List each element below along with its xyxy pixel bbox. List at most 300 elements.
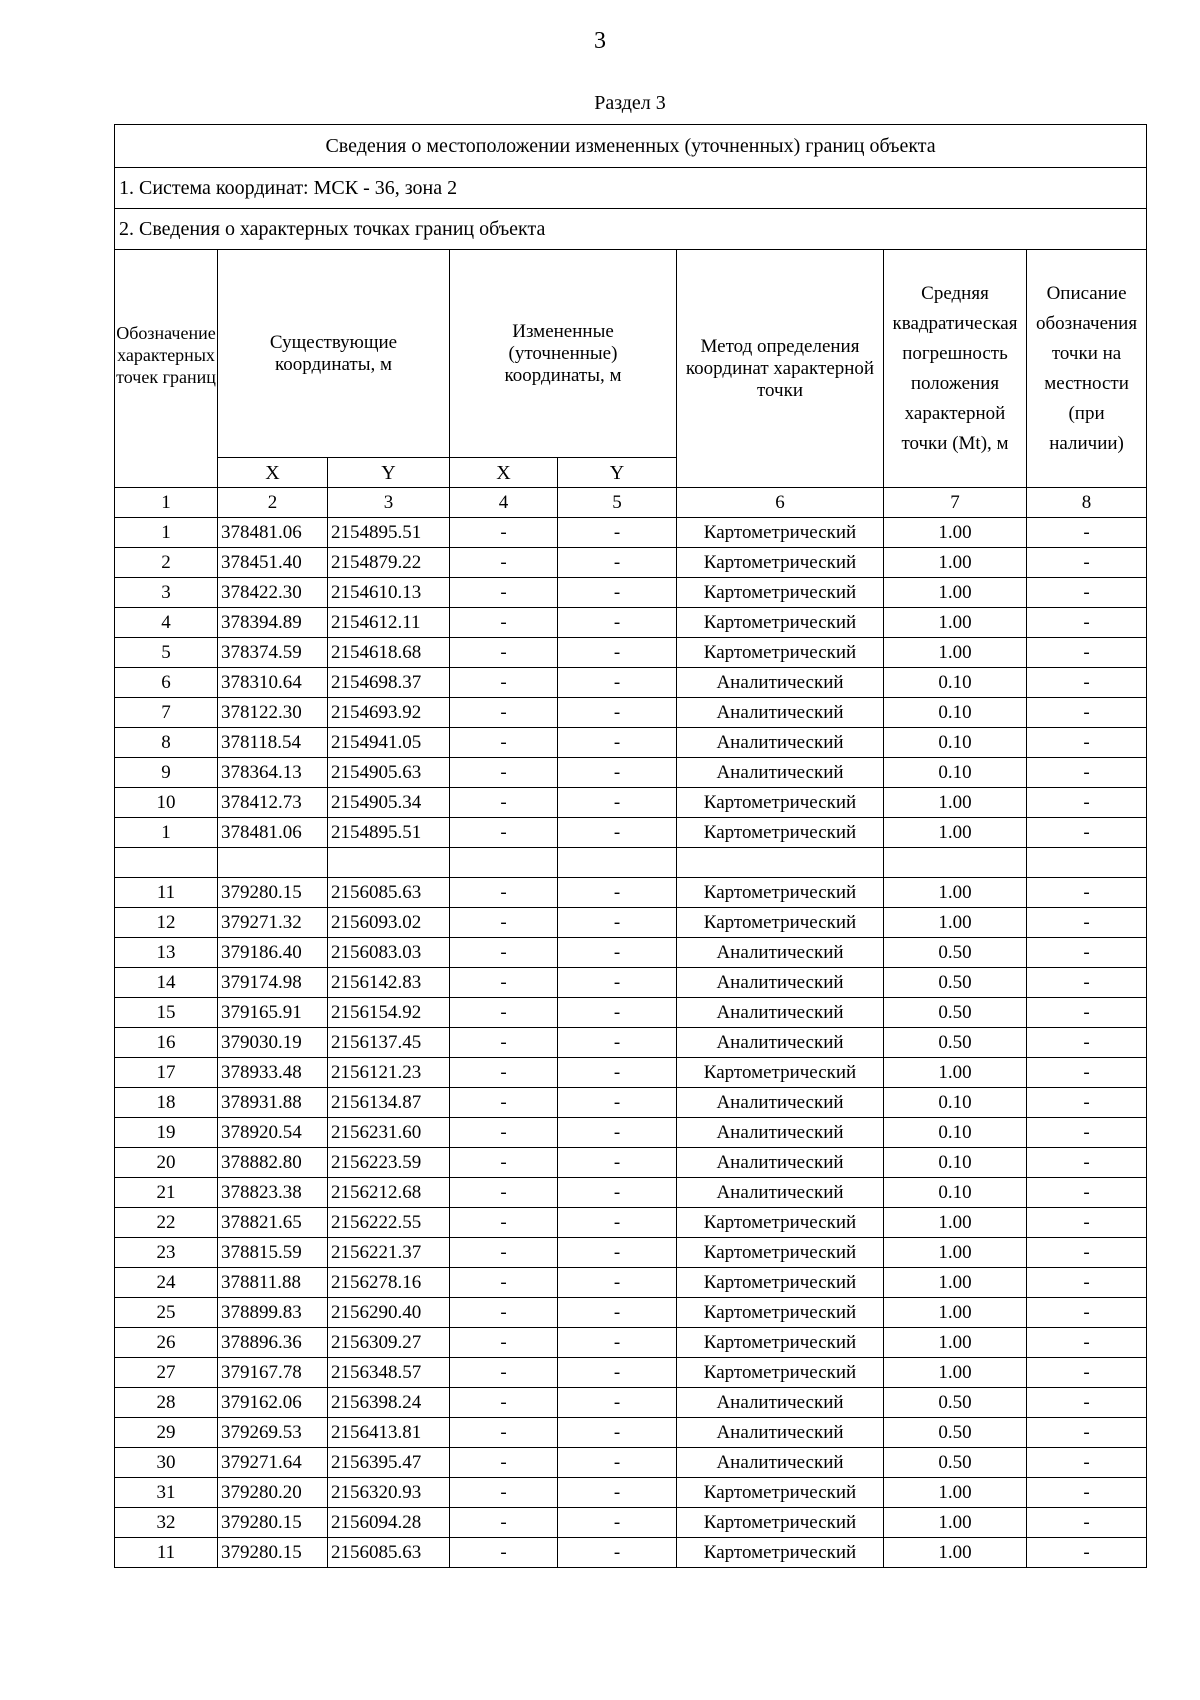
cell-method: Аналитический <box>677 938 884 968</box>
cell-existing-x: 379280.15 <box>218 1508 328 1538</box>
cell-existing-y: 2156083.03 <box>328 938 450 968</box>
cell-mean-error: 1.00 <box>884 518 1027 548</box>
cell-existing-x: 379165.91 <box>218 998 328 1028</box>
cell-description: - <box>1027 998 1147 1028</box>
cell-description: - <box>1027 1148 1147 1178</box>
table-row <box>115 1388 1147 1418</box>
table-row <box>115 728 1147 758</box>
cell-changed-x: - <box>450 938 558 968</box>
cell-existing-y: 2156320.93 <box>328 1478 450 1508</box>
header-changed-coords: Измененные (уточненные) координаты, м <box>450 250 677 458</box>
cell-existing-x: 378422.30 <box>218 578 328 608</box>
cell-changed-y: - <box>558 758 677 788</box>
cell-method: Аналитический <box>677 998 884 1028</box>
cell-method: Аналитический <box>677 758 884 788</box>
cell-changed-y <box>558 848 677 878</box>
coord-system-row: 1. Система координат: МСК - 36, зона 2 <box>115 168 1147 209</box>
cell-changed-x: - <box>450 638 558 668</box>
cell-method: Картометрический <box>677 1058 884 1088</box>
cell-point-id: 25 <box>115 1298 218 1328</box>
cell-changed-y: - <box>558 1418 677 1448</box>
cell-description <box>1027 848 1147 878</box>
cell-changed-y: - <box>558 998 677 1028</box>
cell-changed-x: - <box>450 1268 558 1298</box>
cell-mean-error: 1.00 <box>884 1538 1027 1568</box>
cell-changed-y: - <box>558 1478 677 1508</box>
table-row <box>115 758 1147 788</box>
cell-point-id: 6 <box>115 668 218 698</box>
cell-point-id: 8 <box>115 728 218 758</box>
cell-existing-y: 2156094.28 <box>328 1508 450 1538</box>
cell-mean-error: 0.10 <box>884 1118 1027 1148</box>
table-row <box>115 1298 1147 1328</box>
cell-description: - <box>1027 518 1147 548</box>
cell-description: - <box>1027 728 1147 758</box>
cell-changed-x: - <box>450 578 558 608</box>
cell-changed-x: - <box>450 668 558 698</box>
cell-existing-x: 378374.59 <box>218 638 328 668</box>
cell-description: - <box>1027 578 1147 608</box>
cell-mean-error: 1.00 <box>884 1208 1027 1238</box>
cell-changed-y: - <box>558 1148 677 1178</box>
cell-description: - <box>1027 1058 1147 1088</box>
cell-changed-x: - <box>450 1118 558 1148</box>
cell-description: - <box>1027 1328 1147 1358</box>
table-row <box>115 1358 1147 1388</box>
cell-method: Аналитический <box>677 698 884 728</box>
cell-method: Картометрический <box>677 1358 884 1388</box>
cell-point-id: 16 <box>115 1028 218 1058</box>
cell-description: - <box>1027 1538 1147 1568</box>
cell-changed-y: - <box>558 1358 677 1388</box>
cell-mean-error: 1.00 <box>884 548 1027 578</box>
points-info-row: 2. Сведения о характерных точках границ объекта <box>115 209 1147 250</box>
cell-mean-error: 0.50 <box>884 1388 1027 1418</box>
cell-existing-y: 2154612.11 <box>328 608 450 638</box>
cell-existing-x: 379280.20 <box>218 1478 328 1508</box>
cell-existing-x: 378896.36 <box>218 1328 328 1358</box>
header-existing-coords: Существующие координаты, м <box>218 250 450 458</box>
cell-existing-x: 378821.65 <box>218 1208 328 1238</box>
cell-point-id: 2 <box>115 548 218 578</box>
cell-changed-x: - <box>450 1238 558 1268</box>
cell-description: - <box>1027 1238 1147 1268</box>
header-existing-x: X <box>218 458 328 488</box>
cell-mean-error: 1.00 <box>884 578 1027 608</box>
cell-point-id: 18 <box>115 1088 218 1118</box>
cell-point-id: 17 <box>115 1058 218 1088</box>
cell-point-id: 14 <box>115 968 218 998</box>
cell-existing-y: 2154941.05 <box>328 728 450 758</box>
cell-changed-y: - <box>558 1178 677 1208</box>
cell-existing-x: 378122.30 <box>218 698 328 728</box>
cell-mean-error: 1.00 <box>884 1478 1027 1508</box>
table-row <box>115 1328 1147 1358</box>
cell-method: Аналитический <box>677 1448 884 1478</box>
cell-method: Картометрический <box>677 1538 884 1568</box>
table-row <box>115 638 1147 668</box>
cell-method: Картометрический <box>677 548 884 578</box>
cell-description: - <box>1027 608 1147 638</box>
cell-changed-y: - <box>558 1298 677 1328</box>
cell-mean-error: 1.00 <box>884 1268 1027 1298</box>
cell-point-id: 24 <box>115 1268 218 1298</box>
cell-existing-y: 2156395.47 <box>328 1448 450 1478</box>
cell-existing-y: 2156154.92 <box>328 998 450 1028</box>
cell-mean-error: 1.00 <box>884 608 1027 638</box>
cell-method: Аналитический <box>677 728 884 758</box>
cell-changed-x: - <box>450 1298 558 1328</box>
cell-existing-y: 2154693.92 <box>328 698 450 728</box>
cell-changed-y: - <box>558 578 677 608</box>
cell-description: - <box>1027 1208 1147 1238</box>
cell-description: - <box>1027 878 1147 908</box>
table-row <box>115 1418 1147 1448</box>
cell-mean-error: 1.00 <box>884 1298 1027 1328</box>
cell-changed-x: - <box>450 818 558 848</box>
cell-existing-x: 378451.40 <box>218 548 328 578</box>
cell-existing-x <box>218 848 328 878</box>
cell-changed-x <box>450 848 558 878</box>
cell-changed-y: - <box>558 788 677 818</box>
cell-changed-x: - <box>450 1178 558 1208</box>
cell-description: - <box>1027 698 1147 728</box>
cell-mean-error: 1.00 <box>884 908 1027 938</box>
cell-point-id: 23 <box>115 1238 218 1268</box>
cell-mean-error: 0.50 <box>884 1448 1027 1478</box>
cell-existing-y: 2154895.51 <box>328 518 450 548</box>
header-changed-y: Y <box>558 458 677 488</box>
column-number: 8 <box>1027 488 1147 518</box>
cell-point-id: 1 <box>115 518 218 548</box>
cell-mean-error: 1.00 <box>884 818 1027 848</box>
cell-method: Аналитический <box>677 1178 884 1208</box>
table-row <box>115 1058 1147 1088</box>
cell-changed-y: - <box>558 1238 677 1268</box>
cell-point-id: 5 <box>115 638 218 668</box>
cell-changed-x: - <box>450 998 558 1028</box>
cell-description: - <box>1027 1118 1147 1148</box>
cell-existing-x: 378920.54 <box>218 1118 328 1148</box>
cell-mean-error: 0.10 <box>884 758 1027 788</box>
section-title: Раздел 3 <box>594 92 666 114</box>
cell-method: Аналитический <box>677 1028 884 1058</box>
cell-point-id <box>115 848 218 878</box>
cell-description: - <box>1027 1028 1147 1058</box>
cell-method: Картометрический <box>677 878 884 908</box>
cell-mean-error: 1.00 <box>884 1358 1027 1388</box>
cell-point-id: 19 <box>115 1118 218 1148</box>
cell-existing-y: 2154618.68 <box>328 638 450 668</box>
cell-changed-x: - <box>450 1448 558 1478</box>
cell-changed-x: - <box>450 1058 558 1088</box>
cell-existing-y: 2156134.87 <box>328 1088 450 1118</box>
cell-changed-x: - <box>450 1508 558 1538</box>
table-row <box>115 698 1147 728</box>
cell-point-id: 3 <box>115 578 218 608</box>
cell-changed-y: - <box>558 1028 677 1058</box>
cell-existing-y: 2156085.63 <box>328 1538 450 1568</box>
cell-mean-error: 1.00 <box>884 1238 1027 1268</box>
cell-method: Картометрический <box>677 1268 884 1298</box>
cell-existing-y: 2154905.63 <box>328 758 450 788</box>
column-number: 1 <box>115 488 218 518</box>
cell-existing-x: 379030.19 <box>218 1028 328 1058</box>
table-row <box>115 668 1147 698</box>
cell-description: - <box>1027 758 1147 788</box>
header-existing-y: Y <box>328 458 450 488</box>
table-row <box>115 818 1147 848</box>
cell-method: Аналитический <box>677 1148 884 1178</box>
cell-point-id: 27 <box>115 1358 218 1388</box>
table-title: Сведения о местоположении измененных (уточненных) границ объекта <box>115 125 1147 168</box>
table-row <box>115 608 1147 638</box>
cell-changed-y: - <box>558 908 677 938</box>
cell-description: - <box>1027 1178 1147 1208</box>
cell-mean-error: 1.00 <box>884 788 1027 818</box>
cell-mean-error: 0.10 <box>884 668 1027 698</box>
cell-existing-y: 2154610.13 <box>328 578 450 608</box>
cell-mean-error: 0.50 <box>884 1028 1027 1058</box>
table-row <box>115 1208 1147 1238</box>
cell-changed-y: - <box>558 728 677 758</box>
table-row <box>115 1148 1147 1178</box>
cell-existing-y: 2156085.63 <box>328 878 450 908</box>
cell-point-id: 4 <box>115 608 218 638</box>
cell-description: - <box>1027 548 1147 578</box>
cell-existing-y: 2156223.59 <box>328 1148 450 1178</box>
cell-mean-error: 0.10 <box>884 1178 1027 1208</box>
cell-existing-x: 378815.59 <box>218 1238 328 1268</box>
table-row <box>115 1508 1147 1538</box>
table-row <box>115 1268 1147 1298</box>
cell-existing-y: 2156221.37 <box>328 1238 450 1268</box>
cell-existing-x: 379280.15 <box>218 1538 328 1568</box>
table-row <box>115 788 1147 818</box>
cell-existing-y: 2154698.37 <box>328 668 450 698</box>
cell-existing-y: 2154905.34 <box>328 788 450 818</box>
cell-mean-error: 0.50 <box>884 968 1027 998</box>
cell-description: - <box>1027 1388 1147 1418</box>
cell-existing-y: 2156231.60 <box>328 1118 450 1148</box>
cell-changed-y: - <box>558 1268 677 1298</box>
column-number: 2 <box>218 488 328 518</box>
cell-point-id: 21 <box>115 1178 218 1208</box>
cell-description: - <box>1027 908 1147 938</box>
cell-mean-error: 0.10 <box>884 698 1027 728</box>
cell-existing-y: 2156142.83 <box>328 968 450 998</box>
cell-changed-x: - <box>450 608 558 638</box>
header-point-designation: Обозначение характерных точек границ <box>115 250 218 488</box>
cell-method: Картометрический <box>677 788 884 818</box>
cell-existing-y <box>328 848 450 878</box>
table-row <box>115 938 1147 968</box>
cell-existing-x: 378811.88 <box>218 1268 328 1298</box>
cell-method: Картометрический <box>677 578 884 608</box>
cell-changed-x: - <box>450 1418 558 1448</box>
cell-point-id: 13 <box>115 938 218 968</box>
cell-changed-y: - <box>558 518 677 548</box>
table-row <box>115 998 1147 1028</box>
cell-point-id: 29 <box>115 1418 218 1448</box>
column-number-row <box>115 488 1147 518</box>
cell-mean-error: 0.10 <box>884 728 1027 758</box>
cell-point-id: 7 <box>115 698 218 728</box>
column-number: 7 <box>884 488 1027 518</box>
cell-changed-y: - <box>558 878 677 908</box>
cell-changed-x: - <box>450 548 558 578</box>
table-row <box>115 878 1147 908</box>
cell-existing-x: 379167.78 <box>218 1358 328 1388</box>
cell-mean-error: 1.00 <box>884 1508 1027 1538</box>
cell-existing-x: 378412.73 <box>218 788 328 818</box>
cell-mean-error: 1.00 <box>884 638 1027 668</box>
cell-point-id: 11 <box>115 1538 218 1568</box>
cell-changed-y: - <box>558 548 677 578</box>
cell-method: Картометрический <box>677 1208 884 1238</box>
cell-description: - <box>1027 1358 1147 1388</box>
cell-point-id: 20 <box>115 1148 218 1178</box>
cell-existing-x: 379269.53 <box>218 1418 328 1448</box>
header-method: Метод определения координат характерной точки <box>677 250 884 488</box>
cell-changed-x: - <box>450 1088 558 1118</box>
cell-method: Картометрический <box>677 818 884 848</box>
cell-existing-y: 2156398.24 <box>328 1388 450 1418</box>
cell-method: Картометрический <box>677 1478 884 1508</box>
cell-changed-y: - <box>558 698 677 728</box>
cell-description: - <box>1027 1088 1147 1118</box>
cell-point-id: 11 <box>115 878 218 908</box>
cell-description: - <box>1027 1268 1147 1298</box>
cell-existing-x: 378481.06 <box>218 518 328 548</box>
cell-mean-error: 0.10 <box>884 1148 1027 1178</box>
table-row <box>115 1028 1147 1058</box>
cell-description: - <box>1027 1448 1147 1478</box>
cell-mean-error: 1.00 <box>884 878 1027 908</box>
cell-method: Картометрический <box>677 1238 884 1268</box>
cell-changed-y: - <box>558 1208 677 1238</box>
cell-existing-x: 378481.06 <box>218 818 328 848</box>
header-mean-error: Средняя квадратическая погрешность положения характерной точки (Mt), м <box>884 250 1027 488</box>
cell-mean-error: 0.50 <box>884 998 1027 1028</box>
column-number: 3 <box>328 488 450 518</box>
table-row <box>115 548 1147 578</box>
header-changed-x: X <box>450 458 558 488</box>
cell-mean-error: 0.50 <box>884 1418 1027 1448</box>
cell-existing-x: 379186.40 <box>218 938 328 968</box>
cell-changed-x: - <box>450 908 558 938</box>
cell-description: - <box>1027 788 1147 818</box>
cell-method: Картометрический <box>677 1508 884 1538</box>
cell-existing-y: 2156278.16 <box>328 1268 450 1298</box>
cell-existing-y: 2156212.68 <box>328 1178 450 1208</box>
cell-existing-y: 2156309.27 <box>328 1328 450 1358</box>
cell-method: Картометрический <box>677 638 884 668</box>
cell-changed-x: - <box>450 968 558 998</box>
cell-existing-x: 378823.38 <box>218 1178 328 1208</box>
cell-changed-y: - <box>558 938 677 968</box>
column-number: 4 <box>450 488 558 518</box>
cell-changed-x: - <box>450 788 558 818</box>
table-row <box>115 968 1147 998</box>
cell-changed-x: - <box>450 1328 558 1358</box>
cell-changed-x: - <box>450 518 558 548</box>
cell-existing-x: 379174.98 <box>218 968 328 998</box>
column-number: 6 <box>677 488 884 518</box>
cell-description: - <box>1027 1508 1147 1538</box>
cell-changed-y: - <box>558 1538 677 1568</box>
cell-description: - <box>1027 1478 1147 1508</box>
cell-changed-x: - <box>450 1208 558 1238</box>
cell-description: - <box>1027 818 1147 848</box>
table-row <box>115 1238 1147 1268</box>
cell-existing-x: 378899.83 <box>218 1298 328 1328</box>
cell-point-id: 26 <box>115 1328 218 1358</box>
cell-description: - <box>1027 638 1147 668</box>
cell-mean-error: 0.50 <box>884 938 1027 968</box>
cell-method: Аналитический <box>677 1418 884 1448</box>
boundary-points-table <box>114 124 1147 1568</box>
cell-method: Аналитический <box>677 668 884 698</box>
cell-description: - <box>1027 968 1147 998</box>
table-row <box>115 848 1147 878</box>
cell-changed-y: - <box>558 638 677 668</box>
cell-method: Картометрический <box>677 1298 884 1328</box>
cell-changed-x: - <box>450 1388 558 1418</box>
cell-existing-x: 379162.06 <box>218 1388 328 1418</box>
cell-changed-x: - <box>450 728 558 758</box>
table-row <box>115 578 1147 608</box>
cell-mean-error: 0.10 <box>884 1088 1027 1118</box>
cell-existing-y: 2156121.23 <box>328 1058 450 1088</box>
cell-point-id: 30 <box>115 1448 218 1478</box>
cell-mean-error: 1.00 <box>884 1328 1027 1358</box>
cell-point-id: 32 <box>115 1508 218 1538</box>
cell-method: Картометрический <box>677 1328 884 1358</box>
column-number: 5 <box>558 488 677 518</box>
cell-method: Аналитический <box>677 1388 884 1418</box>
table-row <box>115 1088 1147 1118</box>
cell-changed-x: - <box>450 1148 558 1178</box>
table-row <box>115 1118 1147 1148</box>
cell-mean-error: 1.00 <box>884 1058 1027 1088</box>
table-row <box>115 908 1147 938</box>
cell-method: Аналитический <box>677 968 884 998</box>
cell-changed-y: - <box>558 1058 677 1088</box>
cell-existing-y: 2156137.45 <box>328 1028 450 1058</box>
cell-existing-y: 2156290.40 <box>328 1298 450 1328</box>
cell-existing-x: 378394.89 <box>218 608 328 638</box>
cell-changed-y: - <box>558 1508 677 1538</box>
cell-point-id: 31 <box>115 1478 218 1508</box>
cell-point-id: 28 <box>115 1388 218 1418</box>
cell-changed-x: - <box>450 1478 558 1508</box>
cell-existing-x: 378931.88 <box>218 1088 328 1118</box>
cell-changed-y: - <box>558 1388 677 1418</box>
cell-method: Картометрический <box>677 908 884 938</box>
cell-method: Картометрический <box>677 608 884 638</box>
cell-existing-y: 2156348.57 <box>328 1358 450 1388</box>
cell-changed-y: - <box>558 668 677 698</box>
cell-changed-y: - <box>558 1118 677 1148</box>
cell-method: Картометрический <box>677 518 884 548</box>
cell-changed-x: - <box>450 1028 558 1058</box>
cell-changed-y: - <box>558 818 677 848</box>
cell-existing-x: 378310.64 <box>218 668 328 698</box>
cell-existing-x: 378933.48 <box>218 1058 328 1088</box>
cell-point-id: 10 <box>115 788 218 818</box>
cell-existing-x: 379271.32 <box>218 908 328 938</box>
